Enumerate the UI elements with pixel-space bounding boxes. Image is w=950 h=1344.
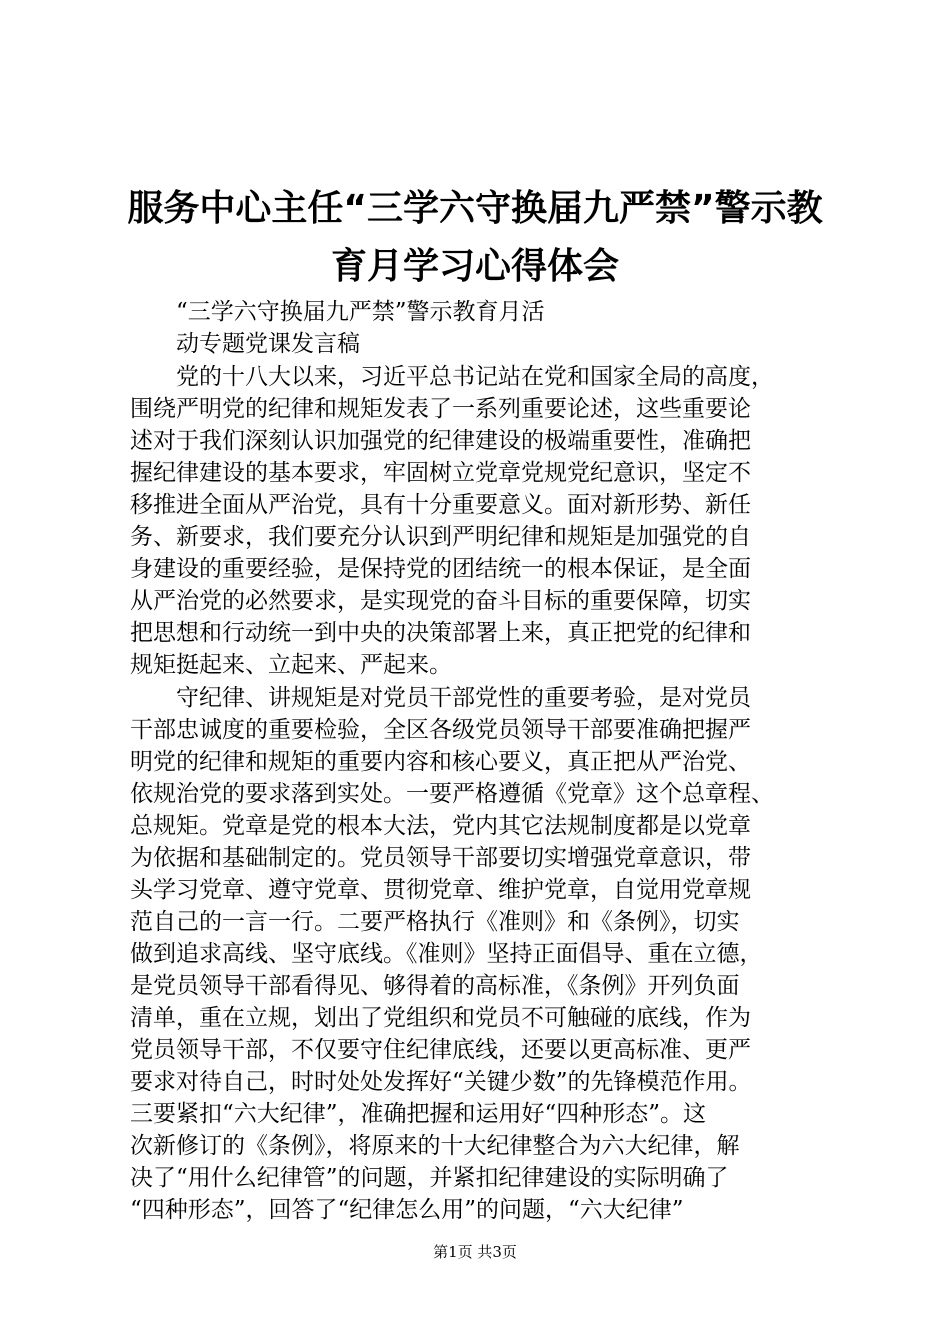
body-line: 范自己的一言一行。二要严格执行《准则》和《条例》，切实 bbox=[130, 909, 740, 935]
body-line: 要求对待自己，时时处处发挥好“关键少数”的先锋模范作用。 bbox=[130, 1069, 752, 1095]
body-line: 握纪律建设的基本要求，牢固树立党章党规党纪意识，坚定不 bbox=[130, 460, 751, 486]
body-line: 干部忠诚度的重要检验，全区各级党员领导干部要准确把握严 bbox=[130, 717, 751, 743]
body-line: 移推进全面从严治党，具有十分重要意义。面对新形势、新任 bbox=[130, 492, 751, 518]
body-line: 决了“用什么纪律管”的问题，并紧扣纪律建设的实际明确了 bbox=[130, 1165, 729, 1191]
body-line: 务、新要求，我们要充分认识到严明纪律和规矩是加强党的自 bbox=[130, 524, 751, 550]
body-line: 三要紧扣“六大纪律”，准确把握和运用好“四种形态”。这 bbox=[130, 1101, 707, 1127]
body-line: 总规矩。党章是党的根本大法，党内其它法规制度都是以党章 bbox=[130, 813, 751, 839]
body-line: 围绕严明党的纪律和规矩发表了一系列重要论述，这些重要论 bbox=[130, 396, 751, 422]
body-line: 把思想和行动统一到中央的决策部署上来，真正把党的纪律和 bbox=[130, 620, 751, 646]
body-line: 依规治党的要求落到实处。一要严格遵循《党章》这个总章程、 bbox=[130, 781, 774, 807]
body-line: 身建设的重要经验，是保持党的团结统一的根本保证，是全面 bbox=[130, 556, 751, 582]
document-title-line-2: 育月学习心得体会 bbox=[330, 246, 619, 287]
body-line: 规矩挺起来、立起来、严起来。 bbox=[130, 652, 452, 678]
subtitle-line-2: 动专题党课发言稿 bbox=[176, 331, 360, 357]
subtitle-line-1: “三学六守换届九严禁”警示教育月活 bbox=[176, 299, 545, 325]
document-title-line-1: 服务中心主任“三学六守换届九严禁”警示教 bbox=[127, 188, 823, 229]
body-line: 守纪律、讲规矩是对党员干部党性的重要考验，是对党员 bbox=[176, 685, 751, 711]
page-footer: 第1页 共3页 bbox=[433, 1243, 517, 1261]
body-line: 述对于我们深刻认识加强党的纪律建设的极端重要性，准确把 bbox=[130, 428, 751, 454]
body-line: 头学习党章、遵守党章、贯彻党章、维护党章，自觉用党章规 bbox=[130, 877, 751, 903]
body-line: 明党的纪律和规矩的重要内容和核心要义，真正把从严治党、 bbox=[130, 749, 751, 775]
body-line: 次新修订的《条例》，将原来的十大纪律整合为六大纪律，解 bbox=[130, 1133, 740, 1159]
body-line: 是党员领导干部看得见、够得着的高标准，《条例》开列负面 bbox=[130, 973, 740, 999]
body-line: 党的十八大以来，习近平总书记站在党和国家全局的高度， bbox=[176, 364, 774, 390]
body-line: “四种形态”，回答了“纪律怎么用”的问题，“六大纪律” bbox=[130, 1197, 684, 1223]
body-line: 做到追求高线、坚守底线。《准则》坚持正面倡导、重在立德， bbox=[130, 941, 763, 967]
body-line: 清单，重在立规，划出了党组织和党员不可触碰的底线，作为 bbox=[130, 1005, 751, 1031]
body-line: 党员领导干部，不仅要守住纪律底线，还要以更高标准、更严 bbox=[130, 1037, 751, 1063]
body-line: 为依据和基础制定的。党员领导干部要切实增强党章意识，带 bbox=[130, 845, 751, 871]
body-line: 从严治党的必然要求，是实现党的奋斗目标的重要保障，切实 bbox=[130, 588, 751, 614]
